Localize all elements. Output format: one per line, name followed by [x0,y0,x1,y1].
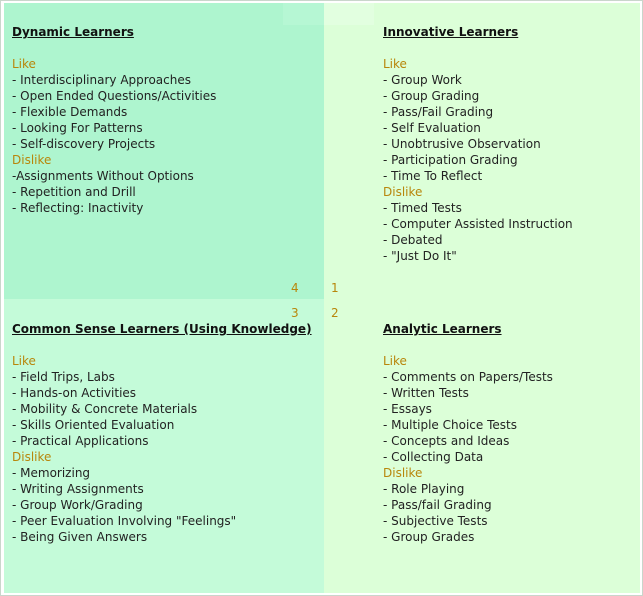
list-item: - Mobility & Concrete Materials [12,402,198,416]
dislike-label: Dislike [383,466,423,480]
quadrant-title: Common Sense Learners (Using Knowledge) [12,322,312,336]
quadrant-title: Analytic Learners [383,322,502,336]
quadrant-title: Dynamic Learners [12,25,134,39]
list-item: - Open Ended Questions/Activities [12,89,217,103]
list-item: - Repetition and Drill [12,185,136,199]
dynamic-learners-content [12,24,312,216]
cell-shade-right [324,3,374,25]
like-list [383,369,633,465]
list-item: - Collecting Data [383,450,484,464]
list-item: - Group Grading [383,89,480,103]
list-item: - Group Work [383,73,462,87]
list-item: - Participation Grading [383,153,518,167]
list-item: - Subjective Tests [383,514,488,528]
dislike-label: Dislike [12,153,52,167]
list-item: - Group Grades [383,530,475,544]
quadrant-title: Innovative Learners [383,25,519,39]
quadrant-number-1: 1 [331,281,339,295]
dislike-list [12,465,312,545]
list-item: - "Just Do It" [383,249,457,263]
list-item: - Unobtrusive Observation [383,137,541,151]
dislike-list [383,200,633,264]
list-item: -Assignments Without Options [12,169,194,183]
list-item: - Concepts and Ideas [383,434,510,448]
like-label: Like [12,57,36,71]
list-item: - Pass/Fail Grading [383,105,494,119]
list-item: - Group Work/Grading [12,498,143,512]
list-item: - Written Tests [383,386,469,400]
quadrant-number-2: 2 [331,306,339,320]
list-item: - Self Evaluation [383,121,481,135]
list-item: - Role Playing [383,482,465,496]
list-item: - Hands-on Activities [12,386,137,400]
list-item: - Being Given Answers [12,530,148,544]
quadrant-number-3: 3 [291,306,299,320]
list-item: - Multiple Choice Tests [383,418,517,432]
like-label: Like [383,354,407,368]
dislike-list [12,168,312,216]
list-item: - Time To Reflect [383,169,483,183]
list-item: - Writing Assignments [12,482,144,496]
list-item: - Debated [383,233,443,247]
like-list [12,72,312,152]
list-item: - Memorizing [12,466,91,480]
list-item: - Reflecting: Inactivity [12,201,144,215]
common-sense-learners-content [12,321,312,545]
list-item: - Looking For Patterns [12,121,143,135]
list-item: - Timed Tests [383,201,462,215]
list-item: - Skills Oriented Evaluation [12,418,175,432]
like-label: Like [383,57,407,71]
list-item: - Pass/fail Grading [383,498,492,512]
dislike-list [383,481,633,545]
list-item: - Field Trips, Labs [12,370,115,384]
list-item: - Computer Assisted Instruction [383,217,573,231]
cell-shade-left [283,3,324,25]
list-item: - Self-discovery Projects [12,137,156,151]
like-list [383,72,633,184]
analytic-learners-content [383,321,633,545]
innovative-learners-content [383,24,633,264]
dislike-label: Dislike [12,450,52,464]
like-list [12,369,312,449]
like-label: Like [12,354,36,368]
list-item: - Essays [383,402,432,416]
list-item: - Flexible Demands [12,105,128,119]
list-item: - Interdisciplinary Approaches [12,73,191,87]
dislike-label: Dislike [383,185,423,199]
list-item: - Peer Evaluation Involving "Feelings" [12,514,237,528]
list-item: - Practical Applications [12,434,149,448]
list-item: - Comments on Papers/Tests [383,370,553,384]
quadrant-number-4: 4 [291,281,299,295]
